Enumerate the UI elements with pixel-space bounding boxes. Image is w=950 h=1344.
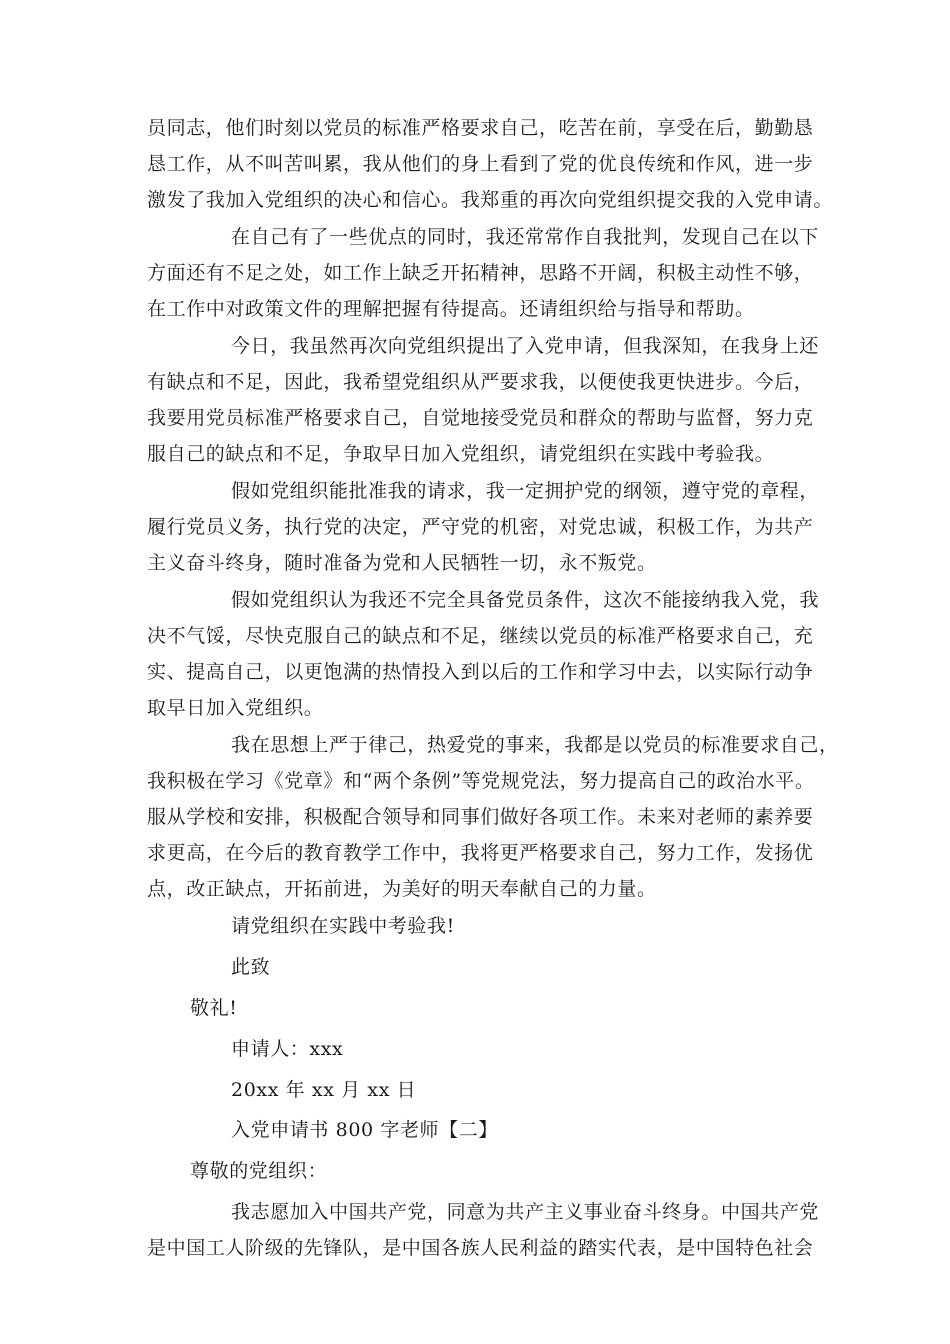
text-line: 取早日加入党组织。 [147, 697, 324, 719]
text-line: 我积极在学习《党章》和“两个条例”等党规党法，努力提高自己的政治水平。 [147, 770, 815, 792]
text-line: 服从学校和安排，积极配合领导和同事们做好各项工作。未来对老师的素养要 [147, 806, 814, 828]
text-line: 决不气馁，尽快克服自己的缺点和不足，继续以党员的标准严格要求自己，充 [147, 625, 814, 647]
text-line: 恳工作，从不叫苦叫累，我从他们的身上看到了党的优良传统和作风，进一步 [147, 153, 814, 175]
text-line: 主义奋斗终身，随时准备为党和人民牺牲一切，永不叛党。 [147, 552, 657, 574]
text-line: 点，改正缺点，开拓前进，为美好的明天奉献自己的力量。 [147, 878, 657, 900]
section-title: 入党申请书 800 字老师【二】 [231, 1119, 498, 1141]
closing-request: 请党组织在实践中考验我! [231, 915, 455, 937]
text-line: 实、提高自己，以更饱满的热情投入到以后的工作和学习中去，以实际行动争 [147, 661, 814, 683]
text-line: 服自己的缺点和不足，争取早日加入党组织，请党组织在实践中考验我。 [147, 443, 775, 465]
applicant-signature: 申请人：xxx [231, 1038, 344, 1060]
text-line: 假如党组织认为我还不完全具备党员条件，这次不能接纳我入党，我 [231, 589, 820, 611]
application-date: 20xx 年 xx 月 xx 日 [231, 1079, 417, 1101]
text-line: 我要用党员标准严格要求自己，自觉地接受党员和群众的帮助与监督，努力克 [147, 407, 814, 429]
text-line: 今日，我虽然再次向党组织提出了入党申请，但我深知，在我身上还 [231, 335, 820, 357]
text-line: 履行党员义务，执行党的决定，严守党的机密，对党忠诚，积极工作，为共产 [147, 516, 814, 538]
closing-jingli: 敬礼! [190, 997, 238, 1019]
text-line: 在自己有了一些优点的同时，我还常常作自我批判，发现自己在以下 [231, 226, 820, 248]
text-line: 我在思想上严于律己，热爱党的事来，我都是以党员的标准要求自己， [231, 734, 839, 756]
text-line: 我志愿加入中国共产党，同意为共产主义事业奋斗终身。中国共产党 [231, 1201, 820, 1223]
text-line: 是中国工人阶级的先锋队，是中国各族人民利益的踏实代表，是中国特色社会 [147, 1237, 814, 1259]
text-line: 方面还有不足之处，如工作上缺乏开拓精神，思路不开阔，积极主动性不够， [147, 262, 814, 284]
text-line: 激发了我加入党组织的决心和信心。我郑重的再次向党组织提交我的入党申请。 [147, 189, 834, 211]
text-line: 在工作中对政策文件的理解把握有待提高。还请组织给与指导和帮助。 [147, 298, 755, 320]
text-line: 员同志，他们时刻以党员的标准严格要求自己，吃苦在前，享受在后，勤勤恳 [147, 117, 814, 139]
text-line: 求更高，在今后的教育教学工作中，我将更严格要求自己，努力工作，发扬优 [147, 842, 814, 864]
text-line: 有缺点和不足，因此，我希望党组织从严要求我，以便使我更快进步。今后， [147, 371, 814, 393]
salutation: 尊敬的党组织： [190, 1160, 328, 1182]
text-line: 假如党组织能批准我的请求，我一定拥护党的纲领，遵守党的章程， [231, 480, 820, 502]
closing-cizhi: 此致 [231, 956, 271, 978]
